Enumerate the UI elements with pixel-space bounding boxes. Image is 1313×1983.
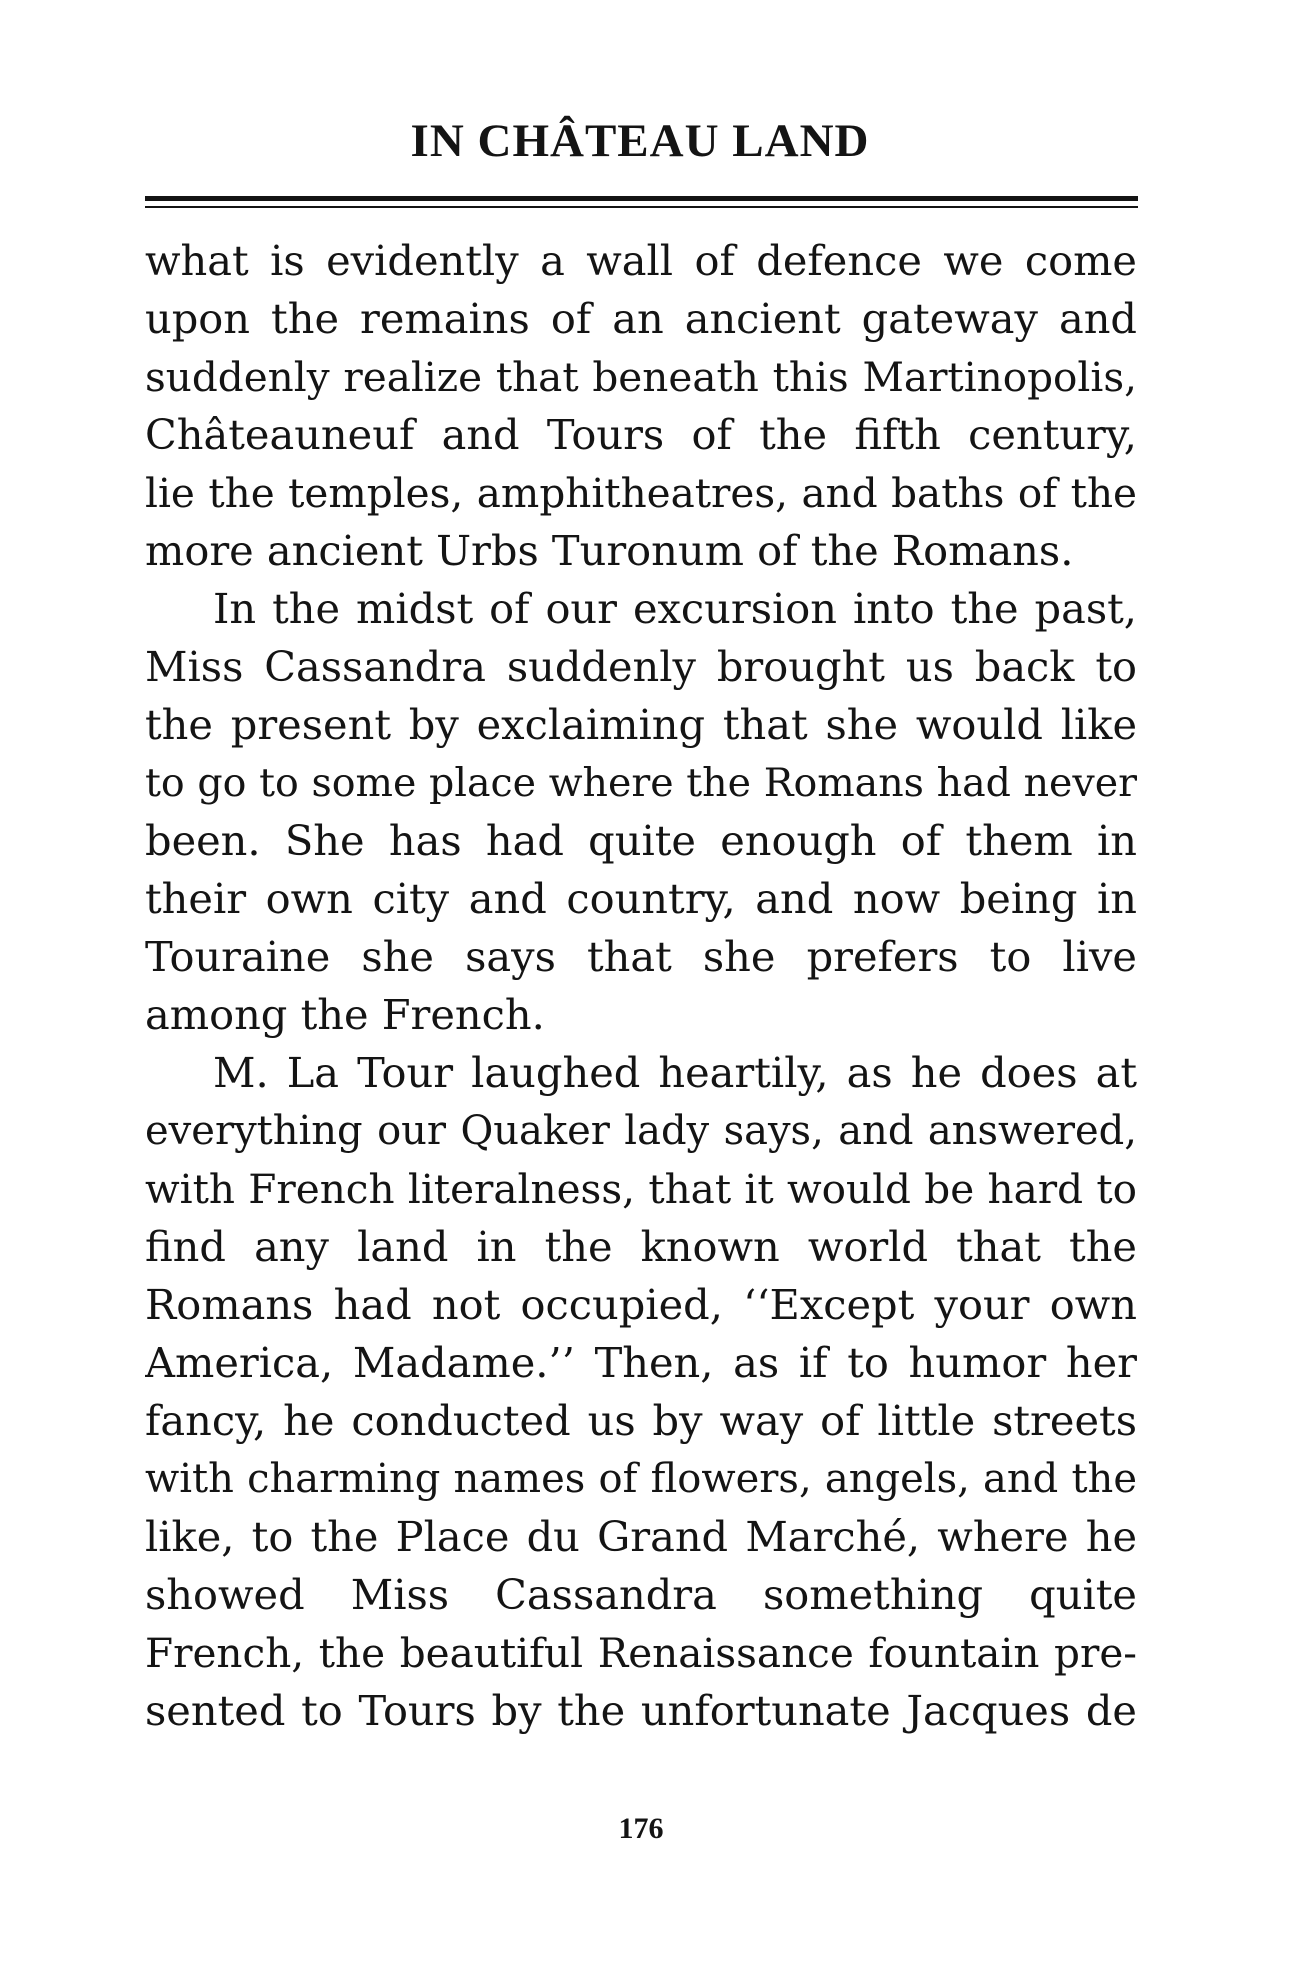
paragraph-first-line: In the midst of our excursion into the past, xyxy=(213,584,1137,633)
text-line: America, Madame.’’ Then, as if to humor her xyxy=(145,1338,1137,1387)
text-line: more ancient Urbs Turonum of the Romans. xyxy=(145,526,1074,575)
text-line: Touraine she says that she prefers to live xyxy=(145,932,1137,981)
text-line: Châteauneuf and Tours of the fifth century, xyxy=(145,410,1137,459)
text-line: suddenly realize that beneath this Martinopolis, xyxy=(145,353,1137,401)
text-line: showed Miss Cassandra something quite xyxy=(145,1570,1137,1619)
text-line: everything our Quaker lady says, and answered, xyxy=(145,1108,1137,1154)
text-line: Miss Cassandra suddenly brought us back to xyxy=(145,642,1137,691)
text-line: upon the remains of an ancient gateway and xyxy=(145,294,1137,343)
header-rule-thick xyxy=(145,196,1138,201)
running-head-title: IN CHÂTEAU LAND xyxy=(410,115,870,167)
text-line: French, the beautiful Renaissance fountain pre- xyxy=(145,1629,1137,1677)
text-line: among the French. xyxy=(145,990,545,1039)
text-line: to go to some place where the Romans had never xyxy=(145,760,1137,806)
text-line: like, to the Place du Grand Marché, where he xyxy=(145,1512,1137,1561)
text-line: lie the temples, amphitheatres, and baths of the xyxy=(145,469,1137,517)
header-rule-thin xyxy=(145,206,1138,208)
text-line: with French literalness, that it would be hard to xyxy=(145,1165,1137,1213)
text-line: sented to Tours by the unfortunate Jacques de xyxy=(145,1686,1137,1735)
text-line: find any land in the known world that the xyxy=(145,1222,1137,1271)
body-text xyxy=(145,232,1137,1740)
text-line: been. She has had quite enough of them in xyxy=(145,816,1137,865)
text-line: the present by exclaiming that she would like xyxy=(145,700,1137,749)
text-line: what is evidently a wall of defence we come xyxy=(145,236,1137,285)
text-line: fancy, he conducted us by way of little streets xyxy=(145,1396,1137,1445)
text-line: with charming names of flowers, angels, and the xyxy=(145,1456,1137,1502)
text-line: Romans had not occupied, ‘‘Except your own xyxy=(145,1280,1137,1329)
page-number: 176 xyxy=(618,1812,664,1845)
text-line: their own city and country, and now being in xyxy=(145,874,1137,923)
paragraph-first-line: M. La Tour laughed heartily, as he does at xyxy=(213,1048,1137,1097)
